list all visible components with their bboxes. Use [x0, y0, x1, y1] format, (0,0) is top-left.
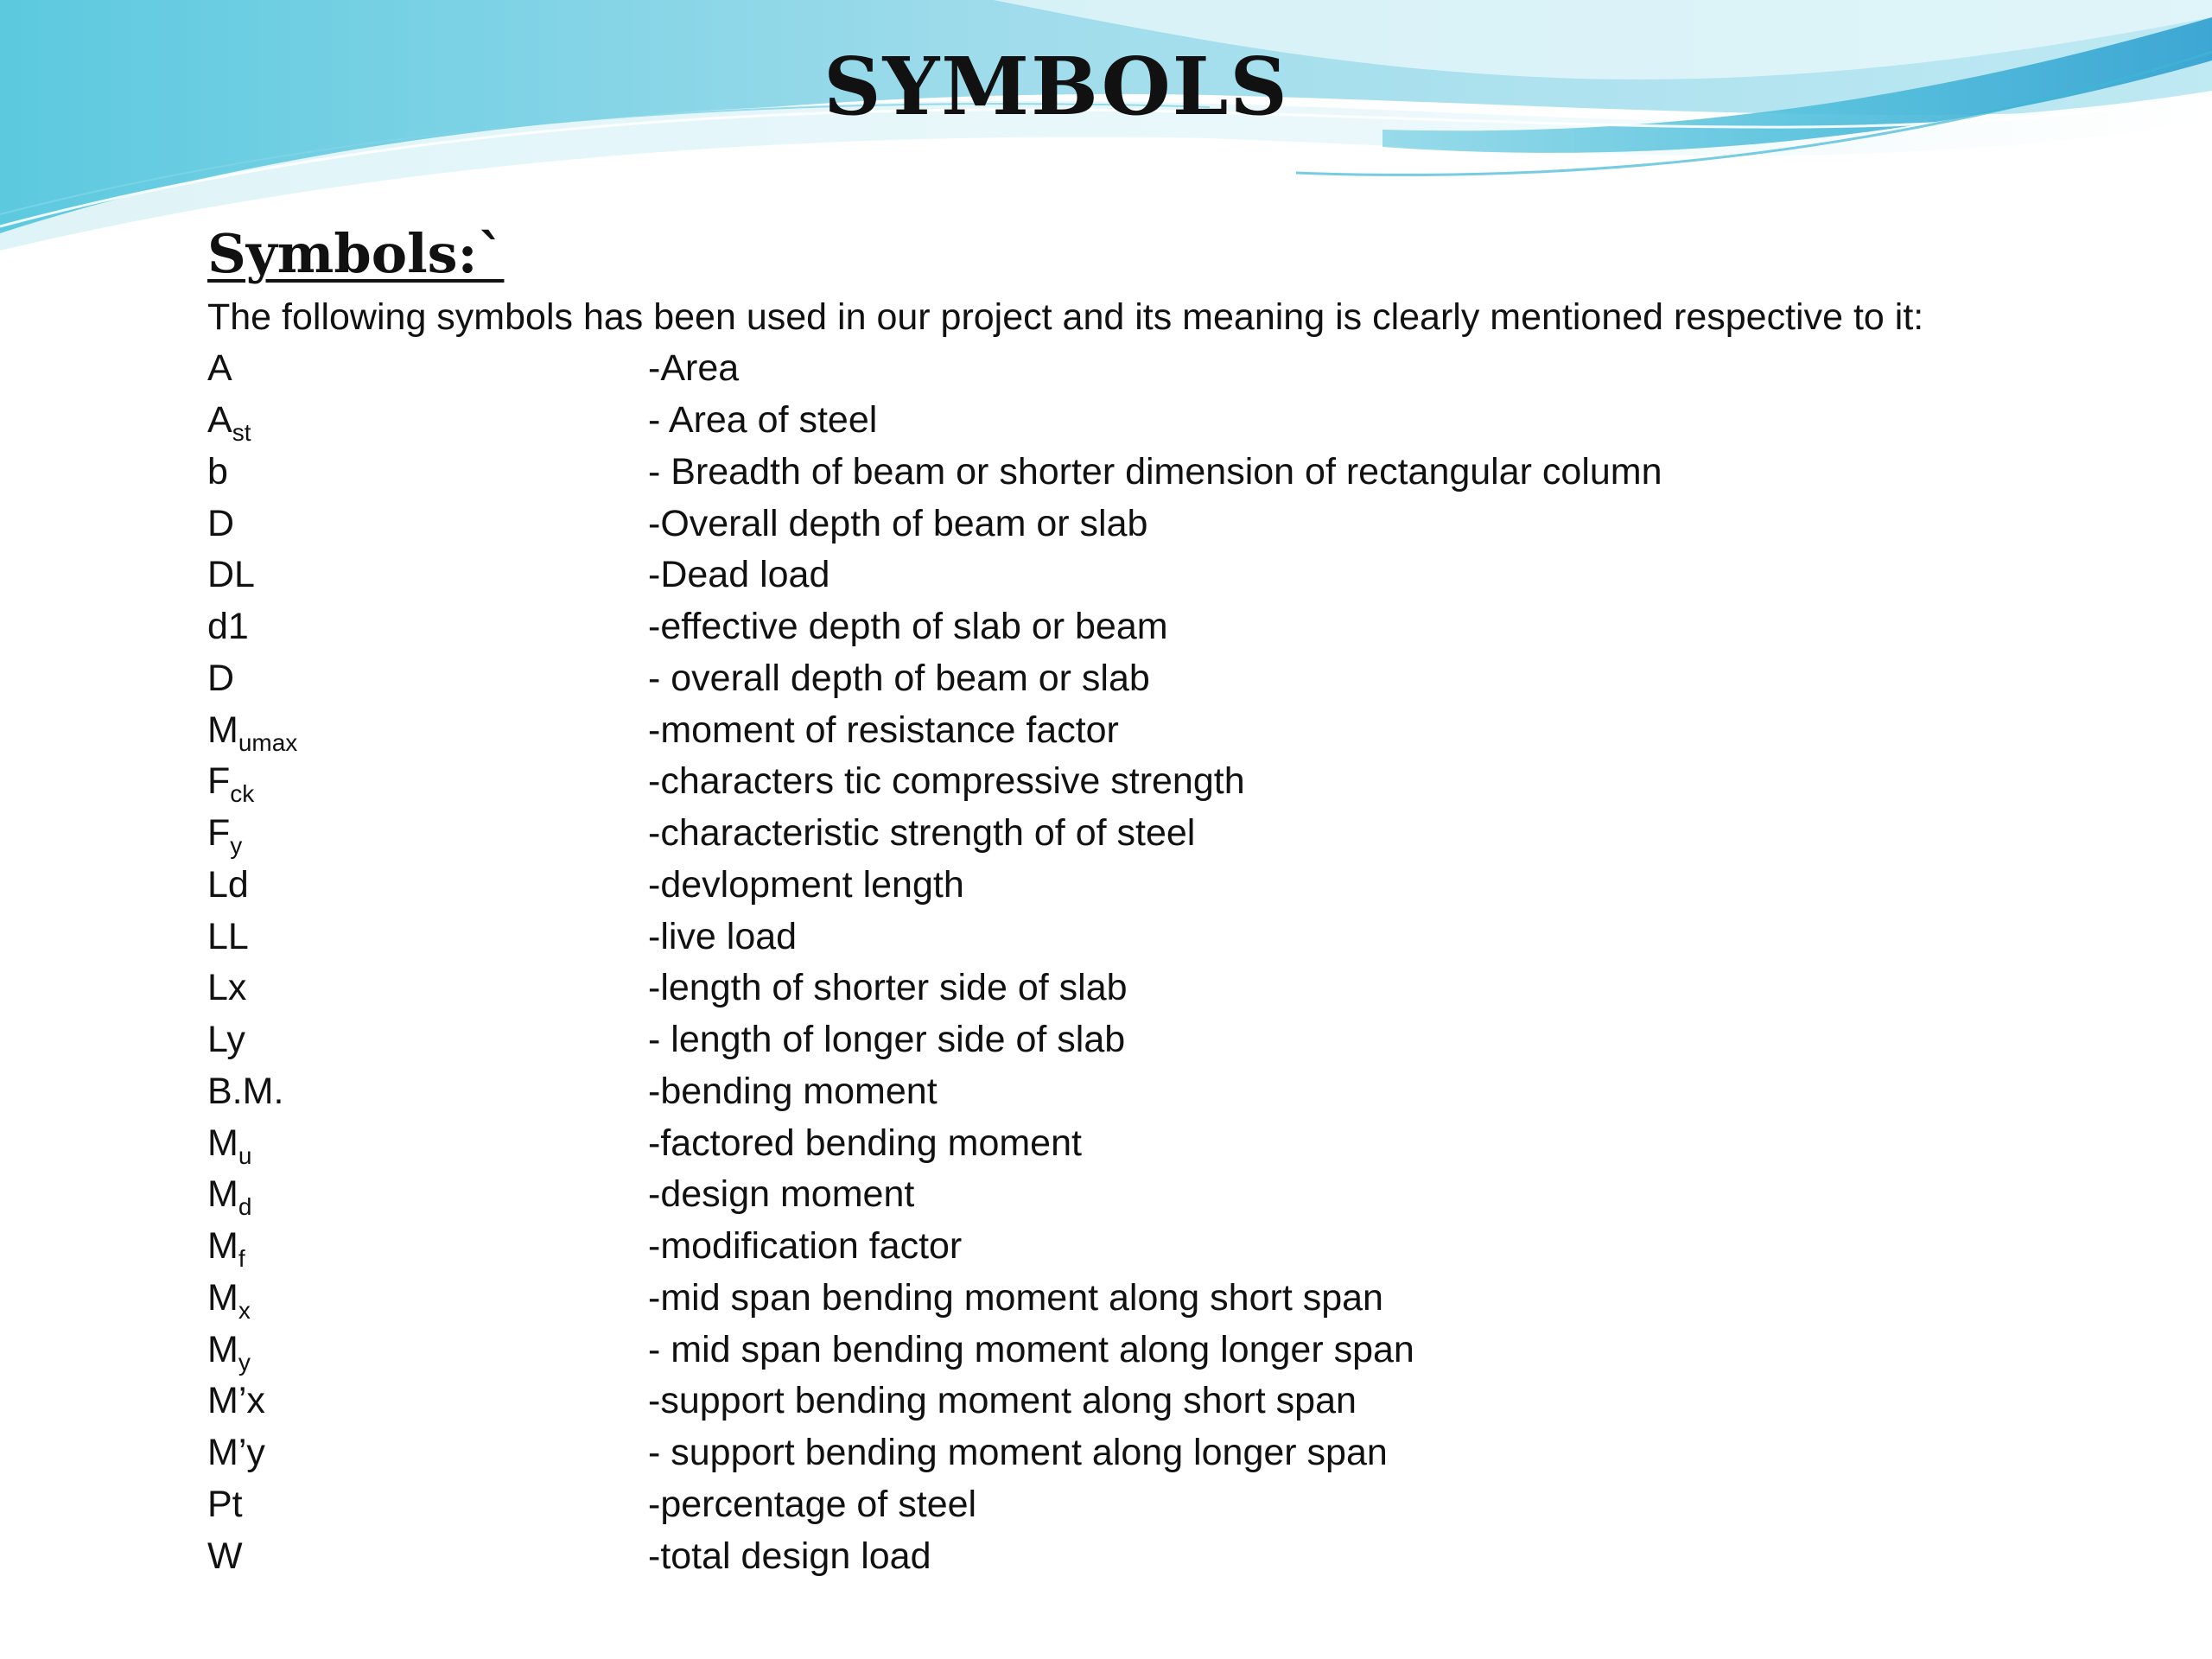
- symbol-row: [207, 756, 2143, 808]
- symbol-meaning: -factored bending moment: [648, 1122, 1082, 1164]
- symbol: Pt: [207, 1483, 243, 1525]
- symbol-row: [207, 653, 2143, 705]
- symbol-meaning: -mid span bending moment along short span: [648, 1276, 1383, 1319]
- page-title: SYMBOLS: [823, 40, 1289, 133]
- symbol-meaning: -total design load: [648, 1535, 931, 1577]
- symbol-row: [207, 601, 2143, 653]
- symbol-row: [207, 1221, 2143, 1273]
- symbol-meaning: -devlopment length: [648, 863, 964, 906]
- symbol-meaning: - Area of steel: [648, 399, 878, 442]
- symbol: $M_u$: [207, 1122, 252, 1169]
- symbol-meaning: - length of longer side of slab: [648, 1019, 1126, 1061]
- symbol: $M_f$: [207, 1225, 245, 1273]
- symbol-meaning: -characters tic compressive strength: [648, 760, 1245, 803]
- symbol-row: [207, 499, 2143, 550]
- symbol-row: [207, 343, 2143, 395]
- symbol-row: [207, 1273, 2143, 1325]
- symbol-meaning: -Overall depth of beam or slab: [648, 502, 1148, 544]
- symbol: M’x: [207, 1380, 265, 1422]
- symbol-meaning: -design moment: [648, 1173, 915, 1216]
- intro-text: The following symbols has been used in our project and its meaning is clearly mentioned respective to it:: [207, 296, 1924, 339]
- symbol: Lx: [207, 967, 247, 1009]
- symbol-meaning: -effective depth of slab or beam: [648, 606, 1168, 648]
- symbol: M’y: [207, 1432, 265, 1474]
- symbol: b: [207, 450, 228, 493]
- symbol-row: [207, 705, 2143, 757]
- symbol-row: [207, 1169, 2143, 1221]
- symbol-meaning: -Dead load: [648, 554, 830, 596]
- symbol-meaning: - Breadth of beam or shorter dimension of rectangular column: [648, 450, 1662, 493]
- slide-content: [207, 223, 2143, 1582]
- symbol: $M_{umax}$: [207, 709, 298, 756]
- symbol: D: [207, 657, 235, 699]
- symbol: $F_{ck}$: [207, 760, 255, 808]
- symbol: D: [207, 502, 235, 544]
- symbol: Ly: [207, 1019, 245, 1061]
- symbol: LL: [207, 915, 249, 957]
- symbol-row: [207, 1118, 2143, 1170]
- symbol-row: [207, 1531, 2143, 1583]
- symbol-row: [207, 1376, 2143, 1427]
- symbol-meaning: -live load: [648, 915, 798, 957]
- symbol: W: [207, 1535, 243, 1577]
- symbol-row: [207, 395, 2143, 447]
- symbol-row: [207, 963, 2143, 1014]
- symbol-meaning: -support bending moment along short span: [648, 1380, 1357, 1422]
- symbol: $M_x$: [207, 1276, 251, 1324]
- symbol: $M_y$: [207, 1328, 251, 1376]
- symbol-meaning: -characteristic strength of of steel: [648, 812, 1196, 855]
- symbol: Ld: [207, 863, 249, 906]
- symbol-row: [207, 1014, 2143, 1066]
- symbol: $F_y$: [207, 812, 243, 860]
- symbol: DL: [207, 554, 255, 596]
- symbol: A: [207, 347, 232, 390]
- symbol-meaning: -moment of resistance factor: [648, 709, 1119, 751]
- symbol-meaning: -bending moment: [648, 1070, 938, 1112]
- symbol: d1: [207, 606, 249, 648]
- symbol-row: [207, 808, 2143, 860]
- symbol: $A_{st}$: [207, 399, 251, 447]
- symbol-meaning: -modification factor: [648, 1225, 963, 1268]
- symbol-row: [207, 912, 2143, 963]
- symbol-row: [207, 1066, 2143, 1118]
- section-heading: Symbols:`: [207, 222, 505, 285]
- symbol-meaning: - support bending moment along longer span: [648, 1432, 1388, 1474]
- symbol-row: [207, 860, 2143, 912]
- symbol-meaning: -length of shorter side of slab: [648, 967, 1128, 1009]
- symbol-row: [207, 550, 2143, 601]
- symbol-meaning: - mid span bending moment along longer span: [648, 1328, 1414, 1370]
- symbol-meaning: -Area: [648, 347, 740, 390]
- symbol-row: [207, 1325, 2143, 1376]
- symbol: B.M.: [207, 1070, 284, 1112]
- symbol: $M_d$: [207, 1173, 252, 1221]
- symbol-list: [207, 343, 2143, 1582]
- symbol-row: [207, 1427, 2143, 1479]
- symbol-meaning: -percentage of steel: [648, 1483, 977, 1525]
- symbol-meaning: - overall depth of beam or slab: [648, 657, 1150, 699]
- symbol-row: [207, 1479, 2143, 1531]
- symbol-row: [207, 447, 2143, 499]
